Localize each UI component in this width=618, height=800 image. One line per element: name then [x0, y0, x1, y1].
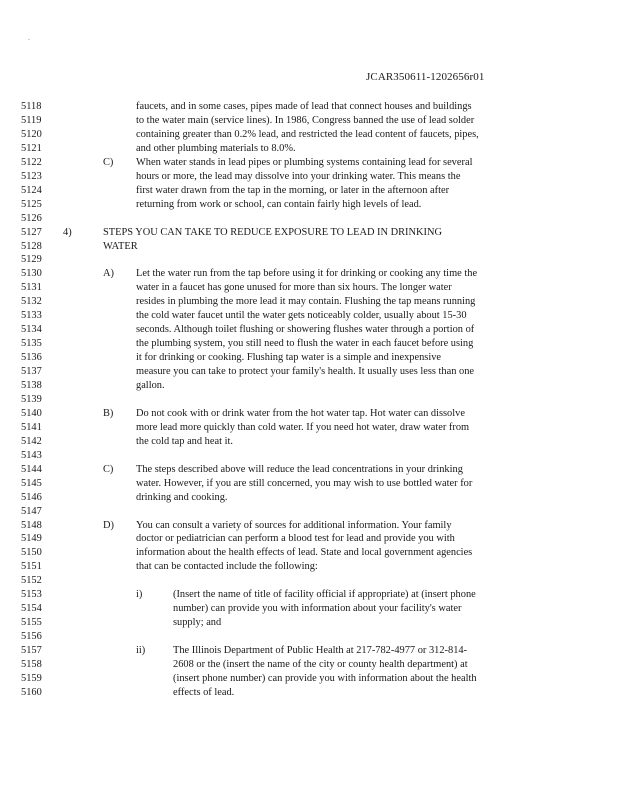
line-text: STEPS YOU CAN TAKE TO REDUCE EXPOSURE TO LEAD IN DRINKING	[103, 226, 442, 238]
document-line	[0, 616, 618, 630]
document-line	[0, 128, 618, 142]
line-number: 5160	[21, 686, 42, 698]
line-text: seconds. Although toilet flushing or showering flushes water through a portion of	[136, 324, 475, 336]
document-line	[0, 505, 618, 519]
document-line	[0, 546, 618, 560]
document-line	[0, 491, 618, 505]
line-text: Let the water run from the tap before using it for drinking or cooking any time the	[136, 268, 478, 280]
document-line	[0, 156, 618, 170]
corner-mark: .	[28, 33, 30, 42]
document-line	[0, 421, 618, 435]
line-number: 5136	[21, 352, 42, 364]
line-number: 5131	[21, 282, 42, 294]
line-text: faucets, and in some cases, pipes made of lead that connect houses and buildings	[136, 101, 472, 112]
document-line	[0, 281, 618, 295]
line-text: the cold tap and heat it.	[136, 435, 233, 447]
line-text: measure you can take to protect your family's health. It usually uses less than one	[136, 366, 475, 378]
line-text: number) can provide you with information about your facility's water	[173, 603, 462, 615]
document-line	[0, 184, 618, 198]
line-number: 5143	[21, 449, 42, 461]
document-line	[0, 379, 618, 393]
document-line	[0, 114, 618, 128]
document-line	[0, 295, 618, 309]
line-number: 5120	[21, 128, 42, 140]
line-text: and other plumbing materials to 8.0%.	[136, 142, 296, 154]
line-number: 5123	[21, 170, 42, 182]
document-line	[0, 226, 618, 240]
line-text: gallon.	[136, 380, 165, 391]
line-number: 5157	[21, 645, 42, 657]
document-line	[0, 407, 618, 421]
document-line	[0, 435, 618, 449]
line-text: containing greater than 0.2% lead, and restricted the lead content of faucets, pipes,	[136, 128, 479, 140]
document-line	[0, 672, 618, 686]
document-line	[0, 393, 618, 407]
line-text: drinking and cooking.	[136, 491, 228, 503]
line-number: 5139	[21, 393, 42, 405]
line-number: 5135	[21, 338, 42, 350]
line-number: 5152	[21, 575, 42, 587]
line-text: effects of lead.	[173, 686, 235, 698]
document-line	[0, 309, 618, 323]
line-text: the plumbing system, you still need to flush the water in each faucet before using	[136, 338, 474, 350]
list-label: i)	[136, 589, 143, 601]
line-text: doctor or pediatrician can perform a blood test for lead and provide you with	[136, 533, 455, 545]
list-label: D)	[103, 519, 114, 531]
document-line	[0, 253, 618, 267]
line-text: returning from work or school, can contain fairly high levels of lead.	[136, 198, 422, 210]
line-number: 5124	[21, 184, 42, 196]
line-text: water in a faucet has gone unused for more than six hours. The longer water	[136, 282, 452, 294]
line-text: hours or more, the lead may dissolve into your drinking water. This means the	[136, 170, 461, 182]
document-line	[0, 519, 618, 533]
line-text: supply; and	[173, 617, 222, 629]
document-line	[0, 100, 618, 114]
line-text: water. However, if you are still concerned, you may wish to use bottled water for	[136, 477, 473, 489]
line-text: The steps described above will reduce the lead concentrations in your drinking	[136, 463, 463, 475]
line-number: 5145	[21, 477, 42, 489]
document-line	[0, 267, 618, 281]
document-line	[0, 365, 618, 379]
document-line	[0, 574, 618, 588]
line-number: 5122	[21, 156, 42, 168]
list-label: A)	[103, 268, 114, 280]
document-line	[0, 463, 618, 477]
line-text: (insert phone number) can provide you with information about the health	[173, 672, 477, 684]
line-text: The Illinois Department of Public Health at 217-782-4977 or 312-814-	[173, 645, 468, 657]
document-line	[0, 212, 618, 226]
line-number: 5146	[21, 491, 42, 503]
document-line	[0, 560, 618, 574]
document-line	[0, 658, 618, 672]
document-line	[0, 198, 618, 212]
document-line	[0, 630, 618, 644]
line-text: it for drinking or cooking. Flushing tap water is a simple and inexpensive	[136, 352, 442, 364]
line-text: Do not cook with or drink water from the hot water tap. Hot water can dissolve	[136, 407, 465, 419]
line-number: 5118	[21, 101, 42, 112]
line-number: 5119	[21, 114, 42, 126]
line-number: 5128	[21, 240, 42, 252]
document-line	[0, 449, 618, 463]
line-text: that can be contacted include the following:	[136, 561, 318, 573]
list-label: ii)	[136, 645, 146, 657]
line-text: When water stands in lead pipes or plumbing systems containing lead for several	[136, 156, 473, 168]
document-code-header: JCAR350611-1202656r01	[366, 71, 485, 83]
line-number: 5149	[21, 533, 42, 545]
document-line	[0, 686, 618, 700]
line-number: 5133	[21, 310, 42, 322]
line-number: 5126	[21, 212, 42, 224]
line-number: 5148	[21, 519, 42, 531]
line-number: 5130	[21, 268, 42, 280]
line-text: more lead more quickly than cold water. If you need hot water, draw water from	[136, 421, 470, 433]
line-number: 5147	[21, 505, 42, 517]
line-number: 5125	[21, 198, 42, 210]
list-label: 4)	[63, 226, 72, 238]
document-line	[0, 532, 618, 546]
document-line	[0, 240, 618, 254]
line-number: 5138	[21, 380, 42, 391]
line-number: 5129	[21, 254, 42, 266]
document-line	[0, 170, 618, 184]
line-text: resides in plumbing the more lead it may contain. Flushing the tap means running	[136, 296, 476, 308]
line-text: the cold water faucet until the water gets noticeably colder, usually about 15-30	[136, 310, 467, 322]
document-line	[0, 323, 618, 337]
line-number: 5155	[21, 617, 42, 629]
list-label: C)	[103, 156, 114, 168]
line-number: 5151	[21, 561, 42, 573]
line-number: 5132	[21, 296, 42, 308]
document-line	[0, 142, 618, 156]
document-line	[0, 602, 618, 616]
line-text: You can consult a variety of sources for additional information. Your family	[136, 519, 452, 531]
line-number: 5154	[21, 603, 42, 615]
document-line	[0, 588, 618, 602]
document-line	[0, 644, 618, 658]
line-text: first water drawn from the tap in the morning, or later in the afternoon after	[136, 184, 450, 196]
line-number: 5137	[21, 366, 42, 378]
line-number: 5156	[21, 631, 42, 643]
list-label: B)	[103, 407, 114, 419]
line-number: 5144	[21, 463, 42, 475]
document-line	[0, 351, 618, 365]
line-number: 5153	[21, 589, 42, 601]
line-number: 5141	[21, 421, 42, 433]
document-line	[0, 337, 618, 351]
line-number: 5134	[21, 324, 42, 336]
line-number: 5159	[21, 672, 42, 684]
line-number: 5140	[21, 407, 42, 419]
line-text: to the water main (service lines). In 1986, Congress banned the use of lead solder	[136, 114, 475, 126]
document-line	[0, 477, 618, 491]
line-text: WATER	[103, 240, 138, 252]
line-number: 5127	[21, 226, 42, 238]
line-number: 5158	[21, 659, 42, 670]
line-text: 2608 or the (insert the name of the city or county health department) at	[173, 659, 468, 670]
line-number: 5150	[21, 547, 42, 559]
line-number: 5121	[21, 142, 42, 154]
line-number: 5142	[21, 435, 42, 447]
line-text: (Insert the name of title of facility official if appropriate) at (insert phone	[173, 589, 476, 601]
line-text: information about the health effects of lead. State and local government agencies	[136, 547, 473, 559]
list-label: C)	[103, 463, 114, 475]
